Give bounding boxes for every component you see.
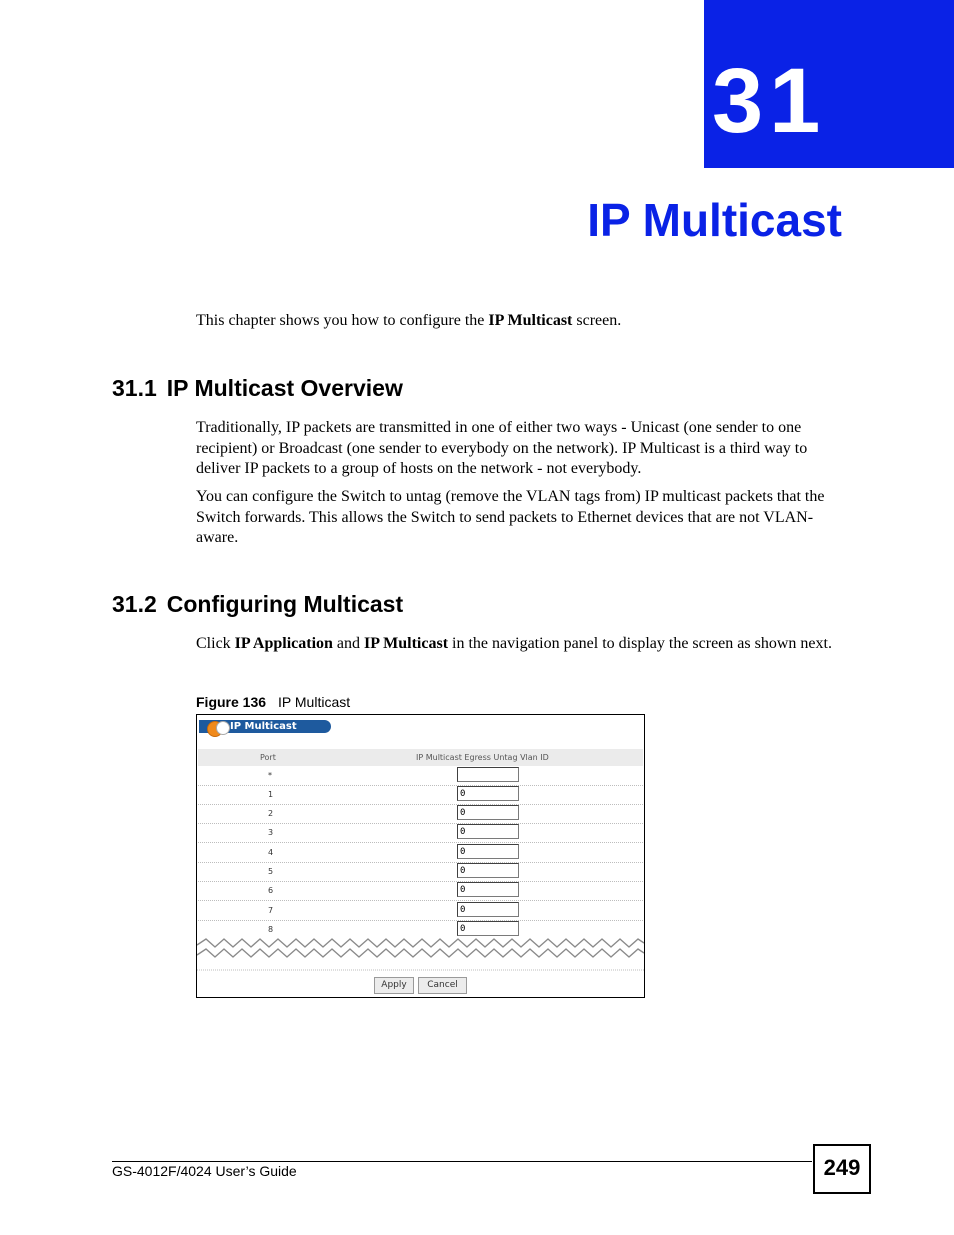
footer-guide-title: GS-4012F/4024 User’s Guide bbox=[112, 1163, 297, 1179]
port-label: 4 bbox=[268, 848, 274, 857]
vlan-id-input[interactable]: 0 bbox=[457, 805, 519, 820]
section-title: IP Multicast Overview bbox=[166, 375, 403, 401]
vlan-id-input[interactable]: 0 bbox=[457, 882, 519, 897]
screen-title: IP Multicast bbox=[230, 721, 297, 732]
table-row bbox=[198, 766, 643, 786]
figure-caption bbox=[196, 693, 350, 711]
page-number: 249 bbox=[813, 1144, 871, 1194]
configuring-bold-ip-multicast: IP Multicast bbox=[364, 635, 449, 652]
section-number: 31.1 bbox=[112, 375, 157, 401]
section-heading-configuring bbox=[112, 589, 403, 619]
table-row bbox=[198, 901, 643, 921]
port-label: 2 bbox=[268, 809, 274, 818]
configuring-text: Click bbox=[196, 635, 235, 652]
chapter-title: IP Multicast bbox=[587, 194, 842, 246]
vlan-id-input[interactable]: 0 bbox=[457, 824, 519, 839]
column-header-port: Port bbox=[260, 753, 276, 762]
port-label: 7 bbox=[268, 906, 274, 915]
section-heading-overview bbox=[112, 373, 403, 403]
table-row bbox=[198, 843, 643, 863]
table-row bbox=[198, 862, 643, 882]
apply-button[interactable]: Apply bbox=[374, 977, 414, 994]
intro-text-bold: IP Multicast bbox=[488, 312, 573, 329]
section-number: 31.2 bbox=[112, 591, 157, 617]
port-label: * bbox=[268, 771, 272, 780]
configuring-text: in the navigation panel to display the screen as shown next. bbox=[448, 635, 832, 652]
port-label: 5 bbox=[268, 867, 274, 876]
configuring-paragraph bbox=[196, 634, 844, 655]
ip-multicast-screenshot bbox=[196, 714, 645, 998]
table-row bbox=[198, 881, 643, 901]
intro-paragraph bbox=[196, 311, 844, 332]
vlan-id-input[interactable] bbox=[457, 767, 519, 782]
configuring-bold-ip-application: IP Application bbox=[234, 635, 333, 652]
port-label: 3 bbox=[268, 828, 274, 837]
banner-bullet-icon bbox=[216, 721, 230, 735]
vlan-id-input[interactable]: 0 bbox=[457, 786, 519, 801]
table-row bbox=[198, 823, 643, 843]
port-label: 1 bbox=[268, 790, 274, 799]
intro-text-after: screen. bbox=[572, 312, 622, 329]
intro-text-before: This chapter shows you how to configure the bbox=[196, 312, 489, 329]
chapter-number: 31 bbox=[712, 50, 827, 152]
figure-caption-text: IP Multicast bbox=[278, 694, 351, 710]
section-title: Configuring Multicast bbox=[166, 591, 404, 617]
figure-label: Figure 136 bbox=[196, 694, 267, 710]
table-row bbox=[198, 804, 643, 824]
vlan-id-input[interactable]: 0 bbox=[457, 844, 519, 859]
configuring-text: and bbox=[332, 635, 365, 652]
port-label: 8 bbox=[268, 925, 274, 934]
overview-paragraph-2: You can configure the Switch to untag (remove the VLAN tags from) IP multicast packets that the Switch forwards. This allows the Switch to send packets to Ethernet devices that are not VLAN-aware. bbox=[196, 488, 825, 546]
column-header-vlan-id: IP Multicast Egress Untag Vlan ID bbox=[416, 753, 549, 762]
table-row bbox=[198, 785, 643, 805]
overview-paragraph-1: Traditionally, IP packets are transmitted in one of either two ways - Unicast (one sender to one recipient) or Broadcast (one sender to everybody on the network). IP Multicast is a third way to deliver IP packets to a group of hosts on the network - not everybody. bbox=[196, 419, 808, 477]
vlan-id-input[interactable]: 0 bbox=[457, 921, 519, 936]
omission-break-divider bbox=[197, 937, 644, 973]
port-label: 6 bbox=[268, 886, 274, 895]
cancel-button[interactable]: Cancel bbox=[418, 977, 467, 994]
vlan-id-input[interactable]: 0 bbox=[457, 863, 519, 878]
vlan-id-input[interactable]: 0 bbox=[457, 902, 519, 917]
